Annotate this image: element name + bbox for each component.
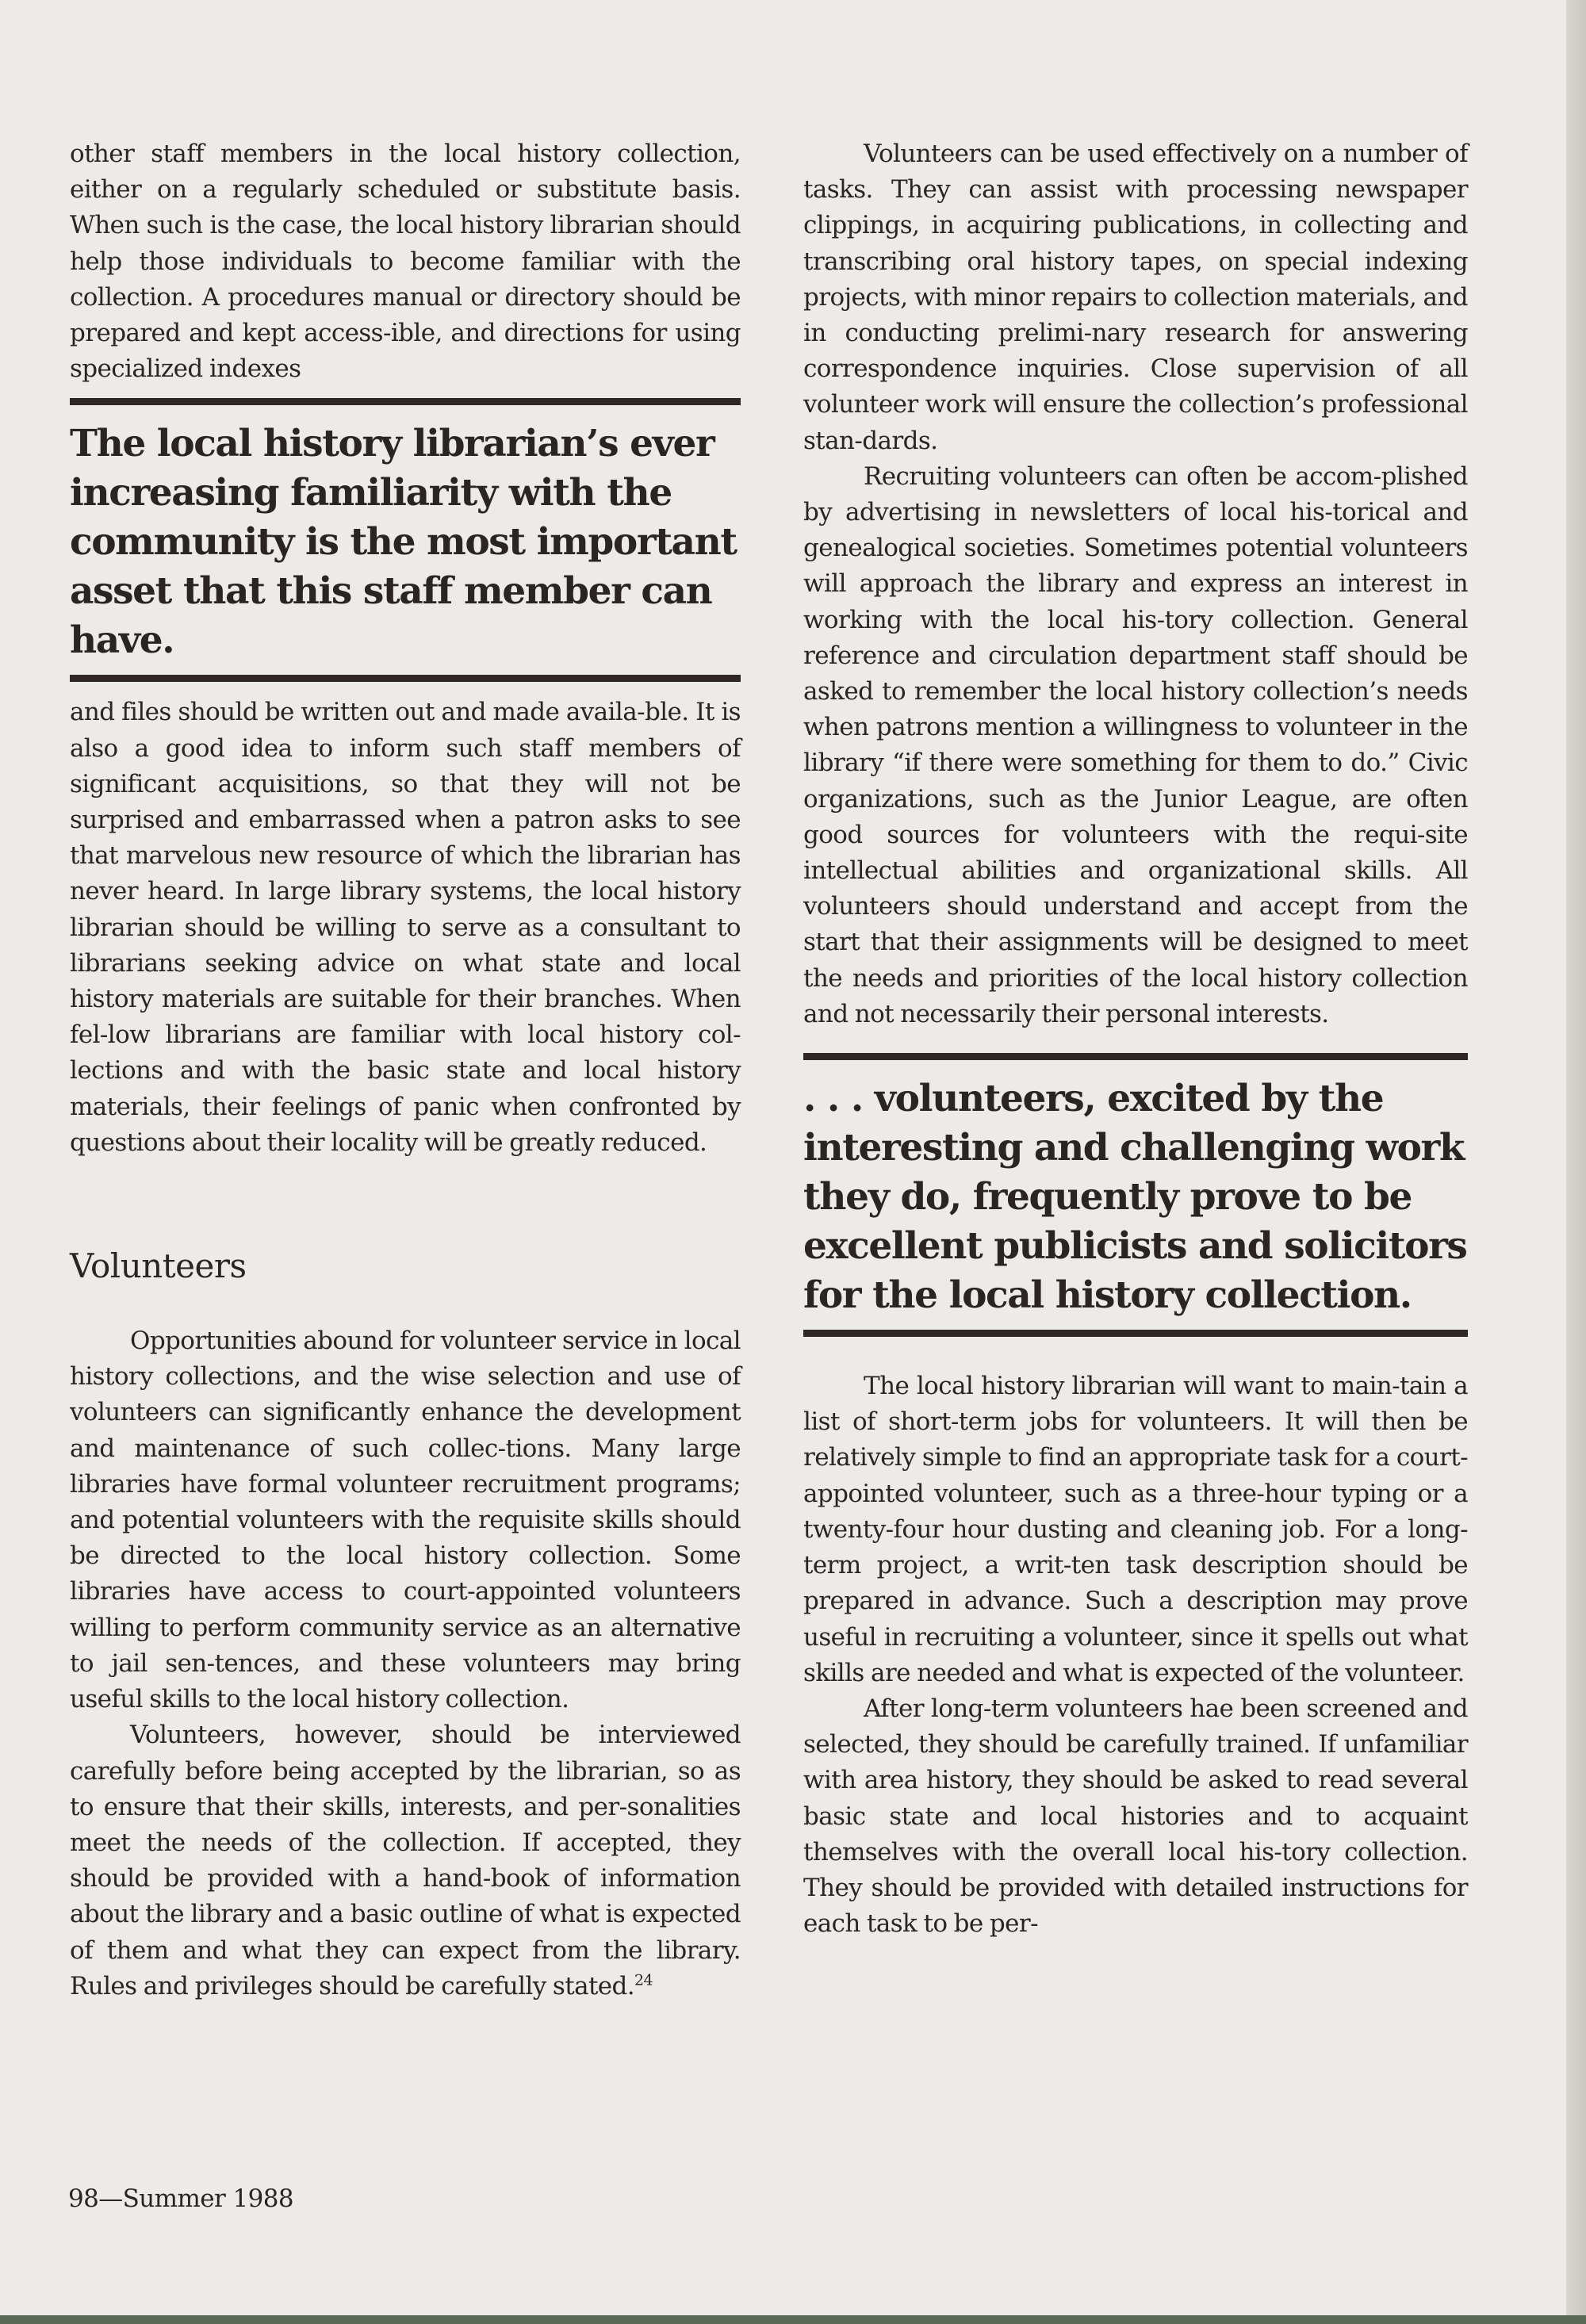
body-paragraph: The local history librarian will want to main-tain a list of short-term jobs for volunteers. It will then be relatively simple to find an appropriate task for a court-appointed volunteer, such as a three-hour typing or a twenty-four hour dusting and cleaning job. For a long-term project, a writ-ten task description should be prepared in advance. Such a description may prove useful in recruiting a volunteer, since it spells out what skills are needed and what is expected of the volunteer. — [803, 1372, 1468, 1687]
pull-quote — [803, 1053, 1468, 1337]
page-folio: 98—Summer 1988 — [68, 2184, 293, 2213]
pull-quote — [70, 398, 741, 682]
body-paragraph: Volunteers can be used effectively on a number of tasks. They can assist with processing newspaper clippings, in acquiring publications, in collecting and transcribing oral history tapes, on special indexing projects, with minor repairs to collection materials, and in conducting prelimi-nary research for answering correspondence inquiries. Close supervision of all volunteer work will ensure the collection’s professional stan-dards. — [803, 140, 1468, 455]
section-heading: Volunteers — [70, 1246, 247, 1286]
scan-background-strip — [0, 2315, 1586, 2324]
body-paragraph: other staff members in the local history collection, either on a regularly scheduled or substitute basis. When such is the case, the local history librarian should help those individuals to become familiar with the collection. A procedures manual or directory should be prepared and kept access-ible, and directions for using specialized indexes — [70, 140, 741, 384]
left-column — [70, 136, 741, 2004]
body-paragraph: and files should be written out and made availa-ble. It is also a good idea to inform such staff members of significant acquisitions, so that they will not be surprised and embarrassed when a patron asks to see that marvelous new resource of which the librarian has never heard. In large library systems, the local history librarian should be willing to serve as a consultant to librarians seeking advice on what state and local history materials are suitable for their branches. When fel-low librarians are familiar with local history col-lections and with the basic state and local history materials, their feelings of panic when confronted by questions about their locality will be greatly reduced. — [70, 698, 741, 1157]
pull-quote-text: The local history librarian’s ever increasing familiarity with the community is the most important asset that this staff member can have. — [70, 422, 737, 663]
body-paragraph: After long-term volunteers hae been screened and selected, they should be carefully trained. If unfamiliar with area history, they should be asked to read several basic state and local histories and to acquaint themselves with the overall local his-tory collection. They should be provided with detailed instructions for each task to be per- — [803, 1694, 1468, 1939]
page-edge-shadow — [1566, 0, 1586, 2324]
footnote-reference: 24 — [634, 1971, 653, 1989]
pull-quote-text: . . . volunteers, excited by the interesting and challenging work they do, frequently prove to be excellent publicists and solicitors for the local history collection. — [803, 1077, 1467, 1318]
paragraph-text: Volunteers, however, should be interviewed carefully before being accepted by the librarian, so as to ensure that their skills, interests, and per-sonalities meet the needs of the collection. If accepted, they should be provided with a hand-book of information about the library and a basic outline of what is expected of them and what they can expect from the library. Rules and privileges should be carefully stated. — [70, 1721, 741, 2000]
body-paragraph: Recruiting volunteers can often be accom-plished by advertising in newsletters of local his-torical and genealogical societies. Sometimes potential volunteers will approach the library and express an interest in working with the local his-tory collection. General reference and circulation department staff should be asked to remember the local history collection’s needs when patrons mention a willingness to volunteer in the library “if there were something for them to do.” Civic organizations, such as the Junior League, are often good sources for volunteers with the requi-site intellectual abilities and organizational skills. All volunteers should understand and accept from the start that their assignments will be designed to meet the needs and priorities of the local history collection and not necessarily their personal interests. — [803, 461, 1468, 1028]
body-paragraph: Opportunities abound for volunteer service in local history collections, and the wise selection and use of volunteers can significantly enhance the development and maintenance of such collec-tions. Many large libraries have formal volunteer recruitment programs; and potential volunteers with the requisite skills should be directed to the local history collection. Some libraries have access to court-appointed volunteers willing to perform community service as an alternative to jail sen-tences, and these volunteers may bring useful skills to the local history collection. — [70, 1327, 741, 1714]
right-column — [803, 136, 1468, 1942]
body-paragraph — [70, 1717, 741, 2004]
